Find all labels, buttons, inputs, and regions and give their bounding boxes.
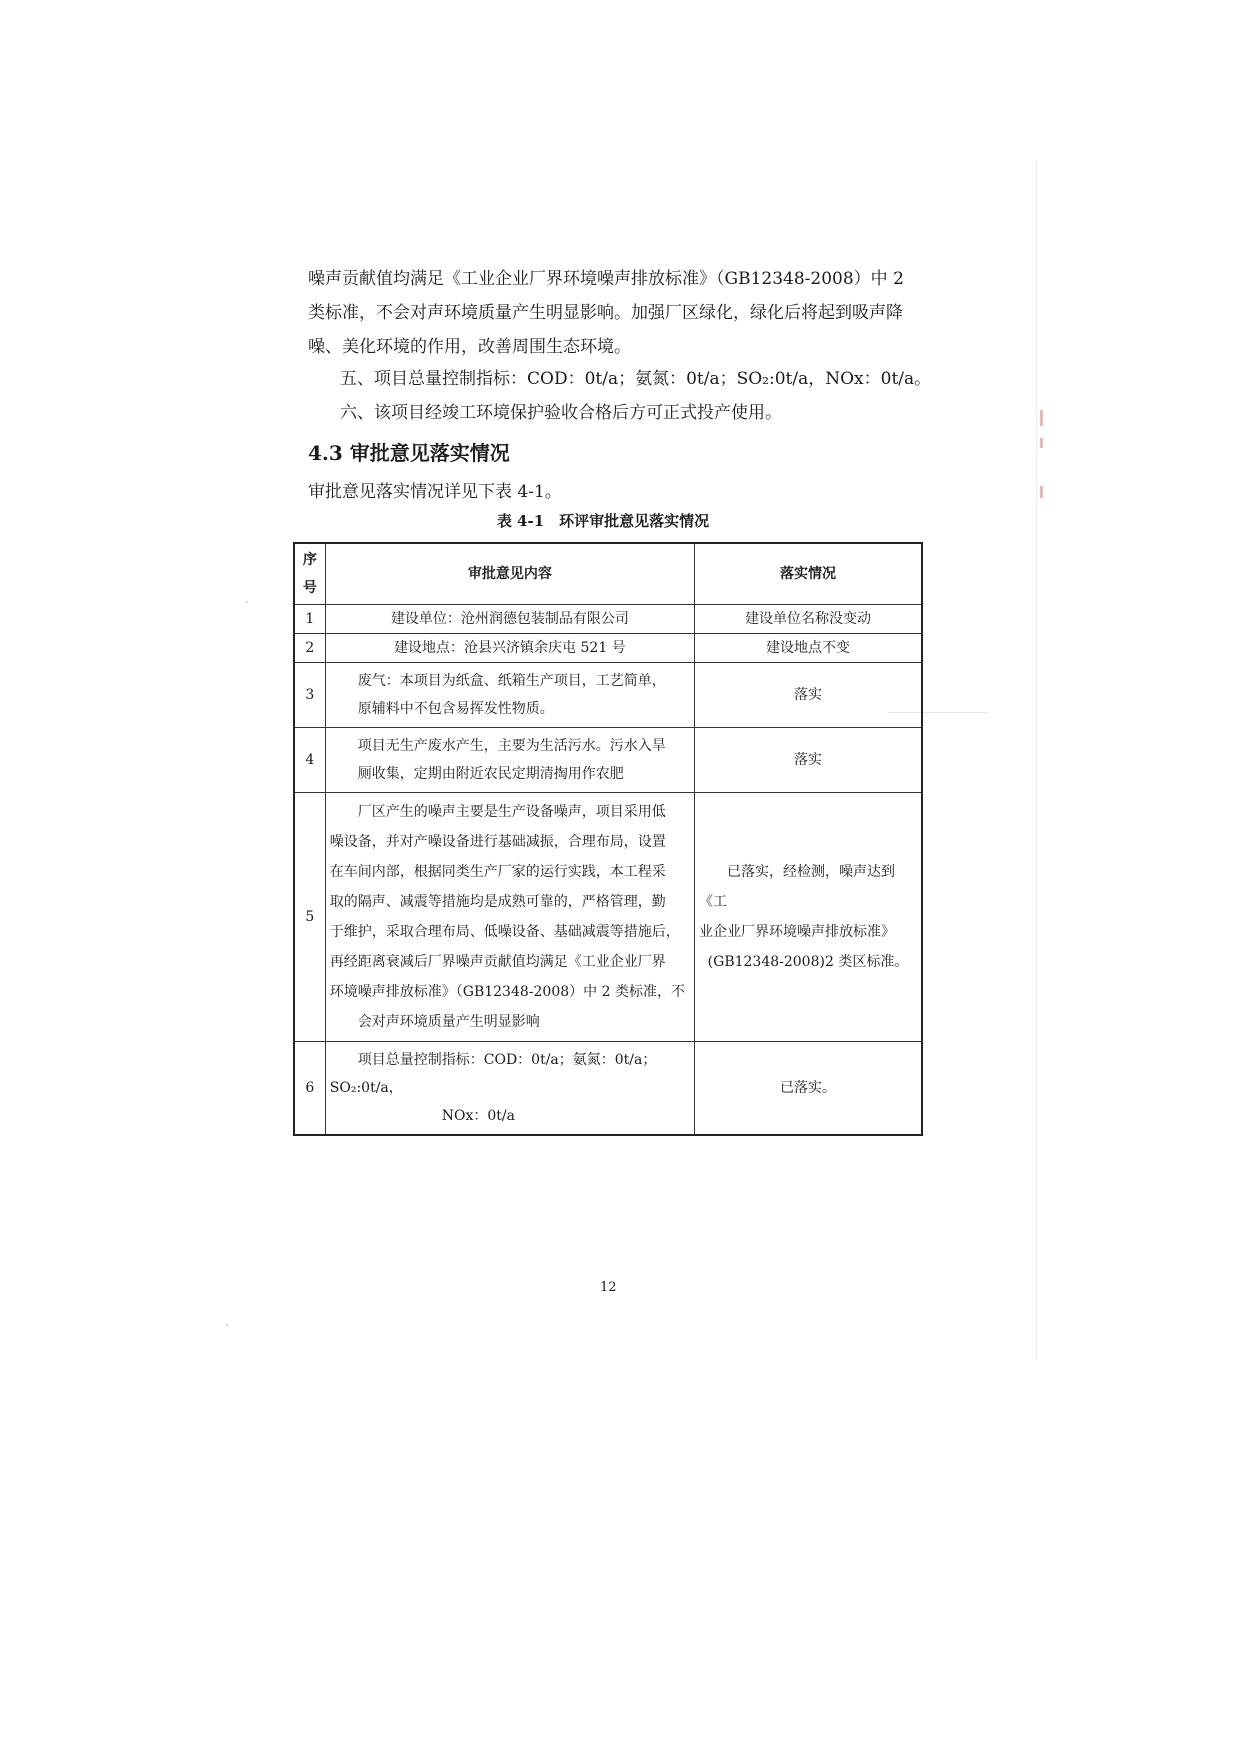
row-content: [325, 793, 694, 1042]
section-intro: 审批意见落实情况详见下表 4-1。: [308, 482, 562, 502]
scan-mark-artifact: [1040, 410, 1043, 426]
header-no: [294, 543, 325, 605]
status-line: 已落实，经检测，噪声达到《工: [699, 864, 895, 910]
row-content: 建设单位：沧州润德包装制品有限公司: [325, 605, 694, 634]
table-row: [294, 1042, 922, 1136]
row-no: 1: [294, 605, 325, 634]
scan-edge-artifact: [1036, 160, 1037, 1360]
row-content: [325, 663, 694, 728]
table-caption: 表 4-1 环评审批意见落实情况: [496, 512, 710, 530]
row-no: 2: [294, 634, 325, 663]
approval-table: [293, 542, 923, 1136]
scan-dot-artifact: [246, 601, 248, 603]
body-line: 类标准，不会对声环境质量产生明显影响。加强厂区绿化，绿化后将起到吸声降: [308, 303, 903, 323]
page-number: 12: [600, 1280, 617, 1295]
row-content: [325, 728, 694, 793]
total-control-item: 五、项目总量控制指标：COD：0t/a；氨氮：0t/a；SO₂:0t/a，NOx：0t/a。: [340, 369, 932, 389]
row-no: 5: [294, 793, 325, 1042]
scan-mark-artifact: [1040, 486, 1043, 498]
header-no-bottom: 号: [302, 580, 317, 596]
scan-mark-artifact: [1040, 438, 1043, 448]
content-line: 取的隔声、减震等措施均是成熟可靠的，严格管理，勤: [329, 894, 666, 910]
row-content: [325, 1042, 694, 1136]
row-status: 建设地点不变: [695, 634, 923, 663]
content-line: 在车间内部，根据同类生产厂家的运行实践，本工程采: [329, 864, 666, 880]
row-no: 4: [294, 728, 325, 793]
row-content: 建设地点：沧县兴济镇余庆屯 521 号: [325, 634, 694, 663]
table-row: [294, 634, 922, 663]
section-heading: 4.3 审批意见落实情况: [308, 441, 510, 465]
body-line: 噪声贡献值均满足《工业企业厂界环境噪声排放标准》（GB12348-2008）中 2: [308, 269, 904, 289]
content-line: NOx：0t/a: [441, 1108, 515, 1124]
header-no-top: 序: [302, 552, 317, 568]
content-line: 项目总量控制指标：COD：0t/a；氨氮：0t/a；SO₂:0t/a，: [329, 1052, 657, 1096]
scan-dot-artifact: [226, 1324, 228, 1326]
status-line: 业企业厂界环境噪声排放标准》: [699, 924, 895, 940]
header-status: 落实情况: [695, 543, 923, 605]
content-line: 噪设备，并对产噪设备进行基础减振，合理布局，设置: [329, 834, 666, 850]
body-paragraph: [308, 262, 920, 364]
content-line: 废气：本项目为纸盒、纸箱生产项目，工艺简单，: [357, 673, 666, 689]
content-line: 会对声环境质量产生明显影响: [357, 1014, 540, 1030]
content-line: 再经距离衰减后厂界噪声贡献值均满足《工业企业厂界: [329, 954, 666, 970]
row-no: 3: [294, 663, 325, 728]
content-line: 厕收集，定期由附近农民定期清掏用作农肥: [357, 766, 624, 782]
row-status: 已落实。: [695, 1042, 923, 1136]
content-line: 环境噪声排放标准》（GB12348-2008）中 2 类标准，不: [329, 984, 685, 1000]
row-status: 落实: [695, 728, 923, 793]
content-line: 项目无生产废水产生，主要为生活污水。污水入旱: [357, 738, 666, 754]
table-header-row: [294, 543, 922, 605]
table-row: [294, 793, 922, 1042]
content-line: 于维护，采取合理布局、低噪设备、基础减震等措施后，: [329, 924, 680, 940]
acceptance-item: 六、该项目经竣工环境保护验收合格后方可正式投产使用。: [340, 403, 782, 423]
table-row: [294, 728, 922, 793]
table-row: [294, 605, 922, 634]
content-line: 原辅料中不包含易挥发性物质。: [357, 701, 554, 717]
status-line: (GB12348-2008)2 类区标准。: [707, 954, 909, 970]
table-row: [294, 663, 922, 728]
row-no: 6: [294, 1042, 325, 1136]
row-status: 落实: [695, 663, 923, 728]
content-line: 厂区产生的噪声主要是生产设备噪声，项目采用低: [357, 804, 666, 820]
row-status: [695, 793, 923, 1042]
body-line: 噪、美化环境的作用，改善周围生态环境。: [308, 337, 631, 357]
row-status: 建设单位名称没变动: [695, 605, 923, 634]
header-content: 审批意见内容: [325, 543, 694, 605]
